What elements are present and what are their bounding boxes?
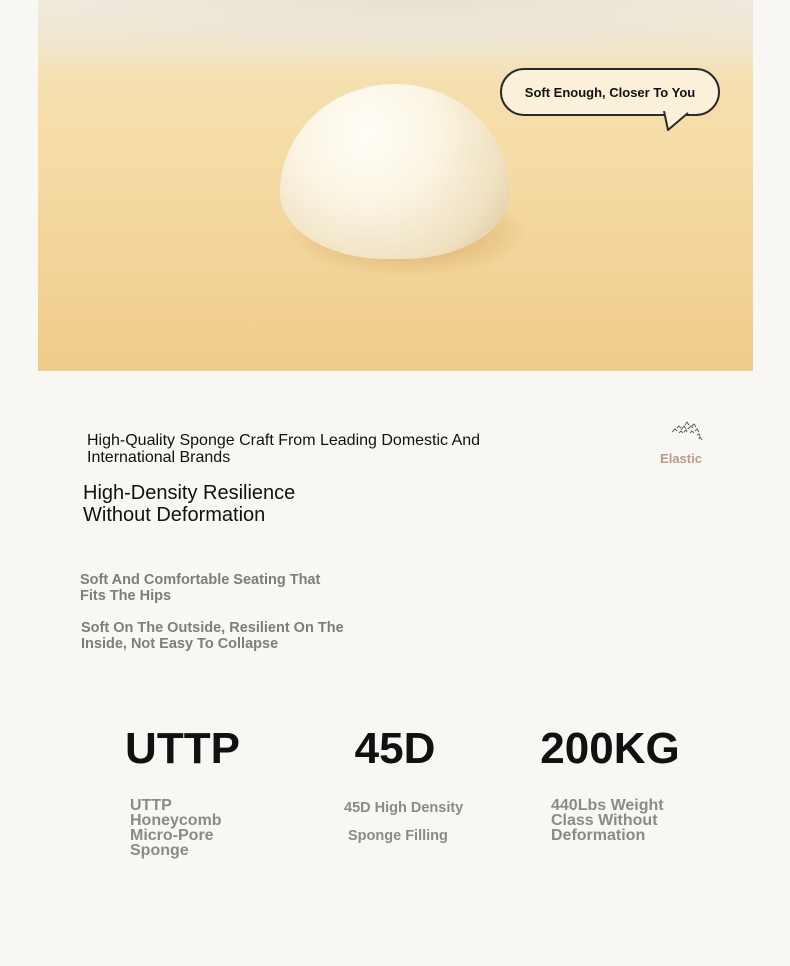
section-header: High-Quality Sponge Craft From Leading Domestic And International Brands [87, 432, 481, 466]
stat-value-uttp: UTTP [125, 724, 240, 773]
hero-image [38, 0, 753, 371]
bird-flock-icon [668, 418, 704, 444]
speech-bubble-tail [662, 111, 692, 133]
feature-item: Soft On The Outside, Resilient On The Inside, Not Easy To Collapse [81, 620, 344, 652]
stat-desc-density-line2: Sponge Filling [348, 828, 448, 844]
sphere-image [280, 84, 510, 259]
stat-desc-uttp: UTTP Honeycomb Micro-Pore Sponge [130, 797, 222, 859]
hero-top-shade [38, 0, 753, 60]
feature-item: Soft And Comfortable Seating That Fits The Hips [80, 572, 321, 604]
section-title-line2: Without Deformation [83, 504, 266, 526]
stat-value-weight: 200KG [540, 724, 680, 773]
stat-value-density: 45D [354, 724, 436, 773]
speech-bubble [500, 68, 720, 116]
stat-desc-weight: 440Lbs Weight Class Without Deformation [551, 797, 664, 844]
speech-bubble-text: Soft Enough, Closer To You [524, 84, 696, 100]
section-title-line1: High-Density Resilience [83, 482, 296, 504]
stat-desc-density-line1: 45D High Density [344, 800, 464, 816]
elastic-badge-label: Elastic [660, 451, 702, 466]
section-title [83, 482, 363, 526]
